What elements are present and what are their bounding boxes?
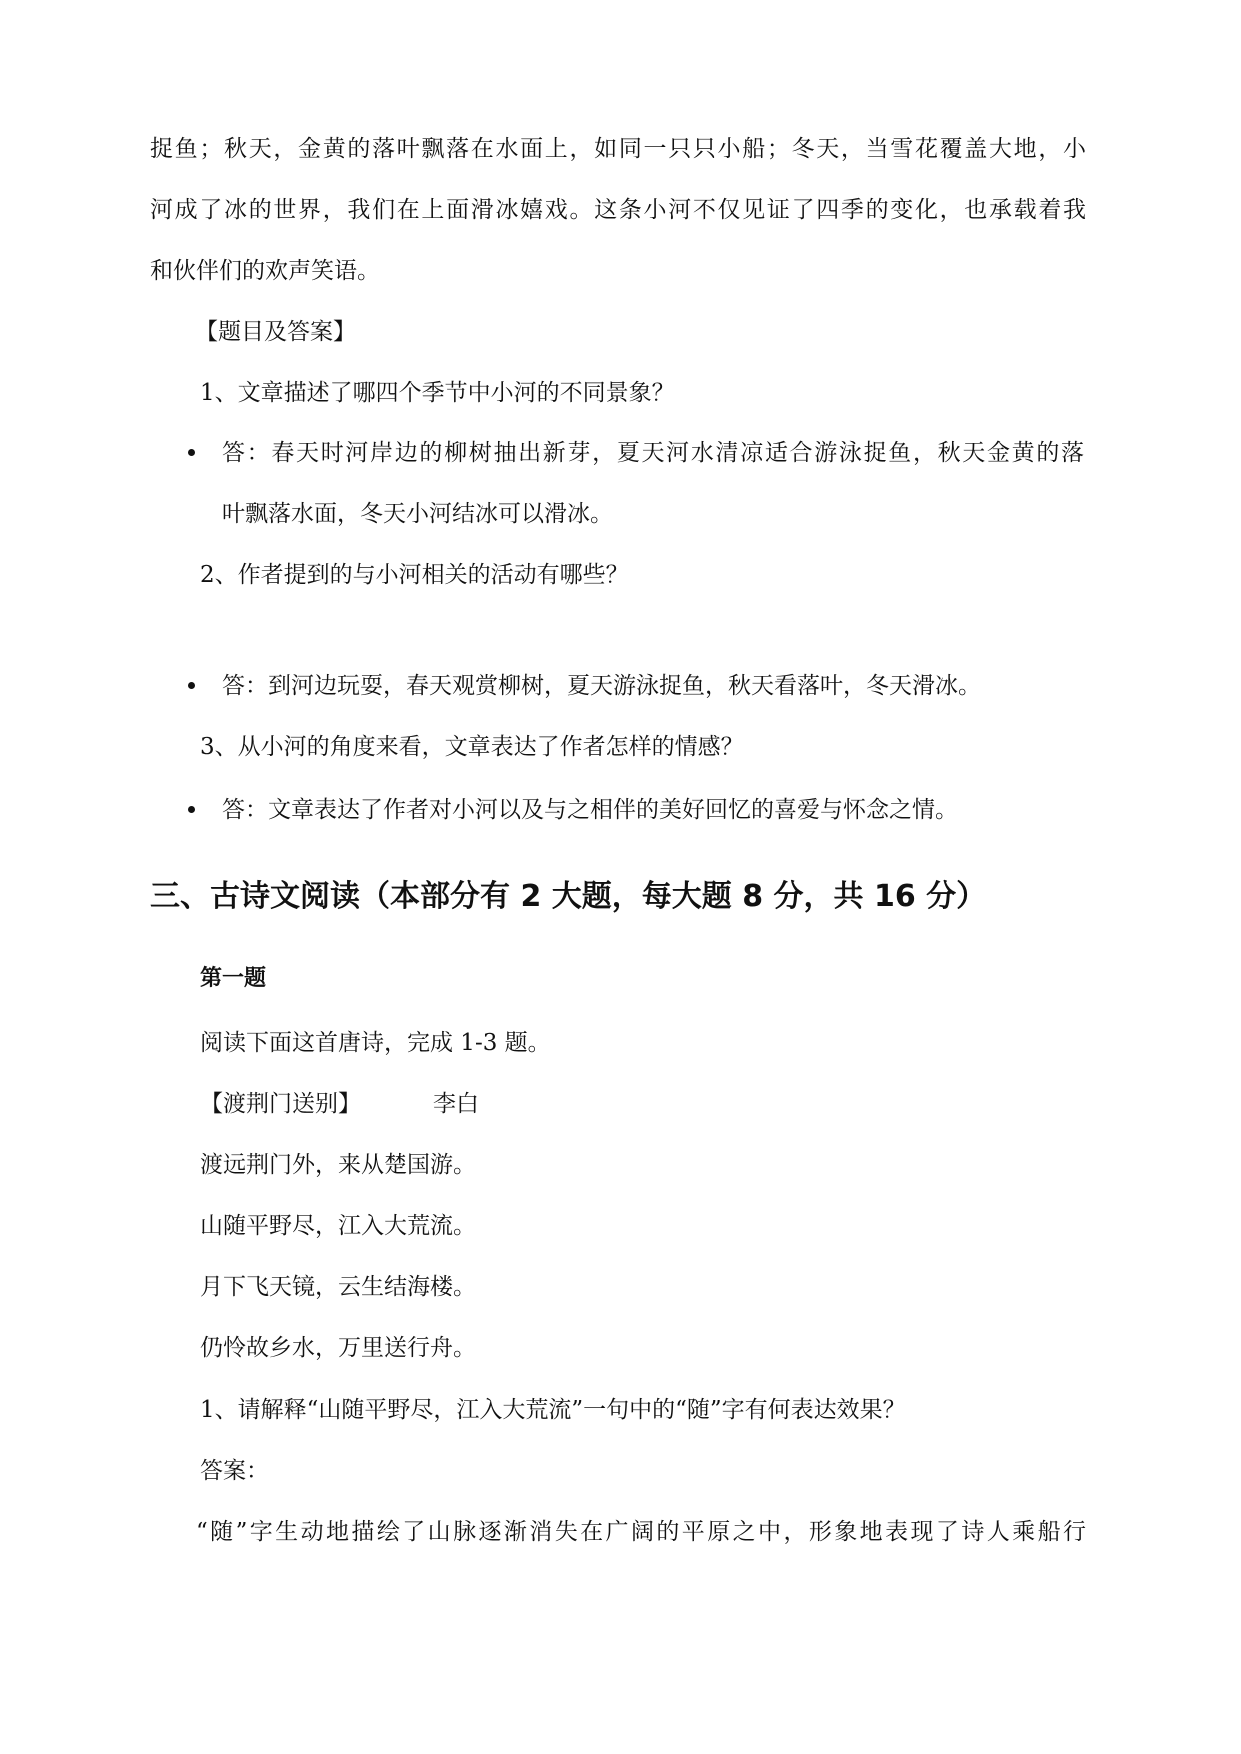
answer-2: 答：到河边玩耍，春天观赏柳树，夏天游泳捉鱼，秋天看落叶，冬天滑冰。 [222, 673, 981, 699]
question-3: 3、从小河的角度来看，文章表达了作者怎样的情感？ [200, 734, 744, 760]
poem-line-4: 仍怜故乡水，万里送行舟。 [200, 1335, 476, 1361]
passage-line-1: 捉鱼；秋天，金黄的落叶飘落在水面上，如同一只只小船；冬天，当雪花覆盖大地，小 [150, 136, 1086, 162]
poem-question-1: 1、请解释“山随平野尽，江入大荒流”一句中的“随”字有何表达效果？ [200, 1397, 906, 1423]
poem-line-2: 山随平野尽，江入大荒流。 [200, 1213, 476, 1239]
poem-line-3: 月下飞天镜，云生结海楼。 [200, 1274, 476, 1300]
bullet-icon [188, 449, 195, 456]
answer-1-line-1: 答：春天时河岸边的柳树抽出新芽，夏天河水清凉适合游泳捉鱼，秋天金黄的落 [222, 440, 1084, 466]
section-heading: 三、古诗文阅读（本部分有 2 大题，每大题 8 分，共 16 分） [150, 879, 987, 914]
poem-title: 【渡荆门送别】 [200, 1091, 361, 1117]
poem-author: 李白 [433, 1091, 479, 1117]
passage-line-3: 和伙伴们的欢声笑语。 [150, 258, 380, 284]
passage-line-2: 河成了冰的世界，我们在上面滑冰嬉戏。这条小河不仅见证了四季的变化，也承载着我 [150, 197, 1086, 223]
answer-1-line-2: 叶飘落水面，冬天小河结冰可以滑冰。 [222, 501, 613, 527]
question-2: 2、作者提到的与小河相关的活动有哪些？ [200, 562, 629, 588]
poem-intro: 阅读下面这首唐诗，完成 1-3 题。 [200, 1030, 551, 1056]
bullet-icon [188, 806, 195, 813]
section-subheading: 第一题 [200, 966, 267, 991]
qa-title: 【题目及答案】 [195, 319, 356, 345]
answer-3: 答：文章表达了作者对小河以及与之相伴的美好回忆的喜爱与怀念之情。 [222, 797, 958, 823]
poem-line-1: 渡远荆门外，来从楚国游。 [200, 1152, 476, 1178]
answer-label: 答案： [200, 1458, 269, 1484]
poem-answer-line-1: “随”字生动地描绘了山脉逐渐消失在广阔的平原之中，形象地表现了诗人乘船行 [196, 1519, 1086, 1545]
question-1: 1、文章描述了哪四个季节中小河的不同景象？ [200, 380, 675, 406]
bullet-icon [188, 682, 195, 689]
